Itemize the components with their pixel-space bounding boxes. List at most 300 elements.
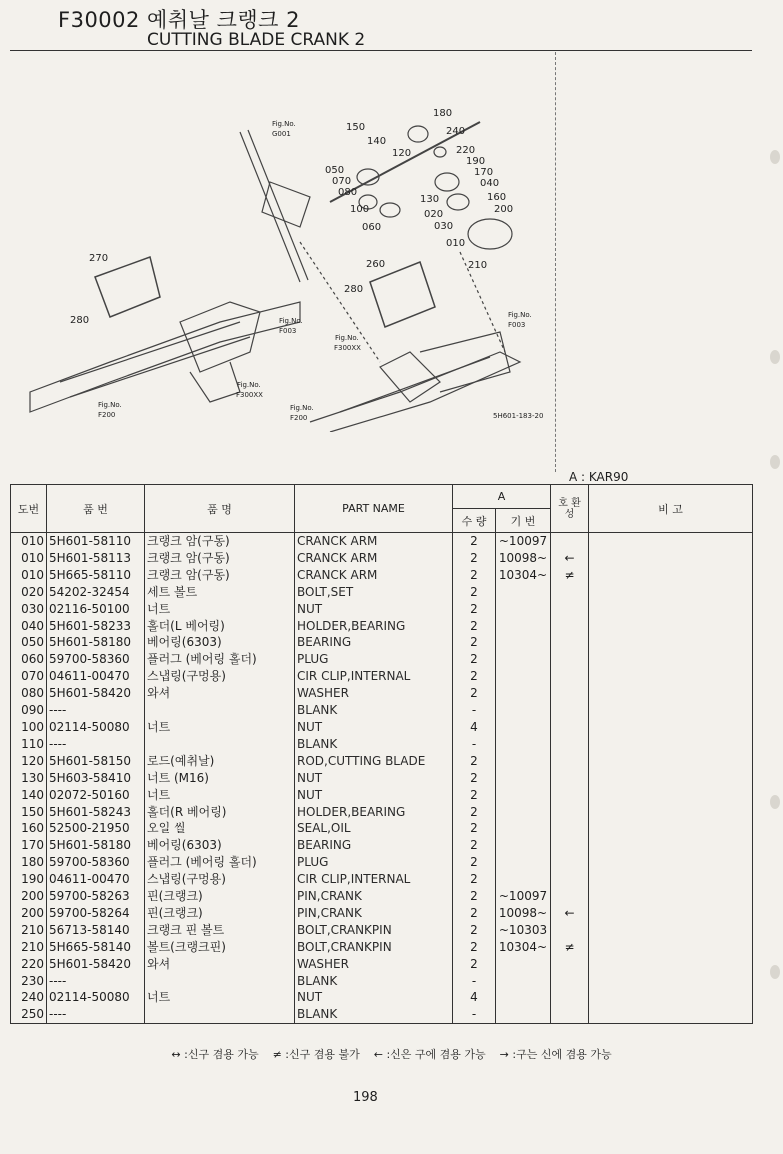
page-title-english: CUTTING BLADE CRANK 2	[147, 30, 366, 50]
cell-part: 5H601-58150	[47, 753, 145, 770]
table-row	[11, 787, 753, 804]
exploded-parts-diagram	[0, 52, 560, 432]
cell-part: 5H601-58113	[47, 550, 145, 567]
cell-remarks	[589, 973, 753, 990]
cell-part: 02116-50100	[47, 601, 145, 618]
cell-en: BEARING	[295, 837, 453, 854]
table-row	[11, 601, 753, 618]
cell-part: 04611-00470	[47, 871, 145, 888]
cell-compat	[551, 888, 589, 905]
cell-remarks	[589, 533, 753, 550]
cell-qty: 2	[453, 770, 496, 787]
fig-ref-code: F300XX	[334, 344, 361, 352]
callout: 240	[446, 126, 466, 137]
cell-no: 040	[11, 618, 47, 635]
cell-en: BOLT,CRANKPIN	[295, 922, 453, 939]
callout: 260	[366, 259, 386, 270]
table-row	[11, 584, 753, 601]
cell-no: 060	[11, 651, 47, 668]
cell-kr: 스냅링(구멍용)	[145, 668, 295, 685]
cell-compat	[551, 685, 589, 702]
fig-ref-label: Fig.No.	[290, 404, 314, 412]
fig-ref-label: Fig.No.	[272, 120, 296, 128]
cell-qty: 2	[453, 533, 496, 550]
cell-kr	[145, 736, 295, 753]
cell-remarks	[589, 702, 753, 719]
cell-part: 59700-58360	[47, 854, 145, 871]
cell-serial: ~10303	[496, 922, 551, 939]
compatibility-legend	[0, 1046, 783, 1062]
cell-en: HOLDER,BEARING	[295, 618, 453, 635]
header-name-en: PART NAME	[295, 485, 453, 533]
cell-compat: ≠	[551, 939, 589, 956]
cell-serial	[496, 820, 551, 837]
callout: 030	[434, 221, 454, 232]
table-row	[11, 753, 753, 770]
cell-kr: 크랭크 핀 볼트	[145, 922, 295, 939]
cell-remarks	[589, 888, 753, 905]
cell-remarks	[589, 584, 753, 601]
table-row	[11, 804, 753, 821]
fig-ref-label: Fig.No.	[335, 334, 359, 342]
cell-serial	[496, 651, 551, 668]
cell-no: 200	[11, 905, 47, 922]
callout: 130	[420, 194, 440, 205]
cell-en: PIN,CRANK	[295, 905, 453, 922]
cell-part: 5H665-58140	[47, 939, 145, 956]
header-part-no: 품 번	[47, 485, 145, 533]
cell-remarks	[589, 651, 753, 668]
cell-serial	[496, 837, 551, 854]
cell-qty: 2	[453, 550, 496, 567]
cell-compat	[551, 820, 589, 837]
cell-remarks	[589, 787, 753, 804]
binding-hole	[770, 350, 780, 364]
header-no: 도번	[11, 485, 47, 533]
cell-serial	[496, 601, 551, 618]
cell-en: CRANCK ARM	[295, 533, 453, 550]
variant-label: A : KAR90	[569, 470, 629, 484]
page-number: 198	[353, 1090, 378, 1105]
cell-compat	[551, 804, 589, 821]
cell-part: 5H601-58110	[47, 533, 145, 550]
cell-serial: 10098~	[496, 905, 551, 922]
cell-compat	[551, 871, 589, 888]
cell-kr: 너트	[145, 787, 295, 804]
cell-qty: 2	[453, 922, 496, 939]
cell-no: 010	[11, 550, 47, 567]
cell-remarks	[589, 956, 753, 973]
cell-serial	[496, 685, 551, 702]
cell-part: 5H601-58233	[47, 618, 145, 635]
callout: 010	[446, 238, 466, 249]
callout: 270	[89, 253, 109, 264]
table-row	[11, 736, 753, 753]
cell-part: 59700-58263	[47, 888, 145, 905]
cell-qty: 2	[453, 871, 496, 888]
cell-serial	[496, 618, 551, 635]
cell-kr: 베어링(6303)	[145, 837, 295, 854]
table-row	[11, 989, 753, 1006]
cell-remarks	[589, 550, 753, 567]
cell-serial	[496, 973, 551, 990]
cell-kr	[145, 1006, 295, 1023]
cell-compat	[551, 634, 589, 651]
cell-part: 56713-58140	[47, 922, 145, 939]
cell-serial	[496, 956, 551, 973]
cell-qty: 2	[453, 584, 496, 601]
cell-part: 54202-32454	[47, 584, 145, 601]
cell-kr: 크랭크 암(구동)	[145, 567, 295, 584]
cell-compat	[551, 618, 589, 635]
cell-en: CRANCK ARM	[295, 550, 453, 567]
cell-remarks	[589, 736, 753, 753]
cell-remarks	[589, 939, 753, 956]
header-qty: 수 량	[453, 509, 496, 533]
cell-kr: 너트 (M16)	[145, 770, 295, 787]
cell-kr: 너트	[145, 601, 295, 618]
cell-remarks	[589, 753, 753, 770]
cell-compat	[551, 736, 589, 753]
cell-qty: 2	[453, 634, 496, 651]
legend-item: ← :신은 구에 겸용 가능	[373, 1048, 486, 1061]
cell-compat	[551, 702, 589, 719]
cell-no: 240	[11, 989, 47, 1006]
table-row	[11, 634, 753, 651]
cell-no: 130	[11, 770, 47, 787]
cell-remarks	[589, 601, 753, 618]
cell-qty: 2	[453, 905, 496, 922]
cell-part: 5H601-58420	[47, 685, 145, 702]
cell-compat	[551, 533, 589, 550]
cell-part: 5H601-58180	[47, 837, 145, 854]
cell-en: BLANK	[295, 1006, 453, 1023]
cell-no: 120	[11, 753, 47, 770]
table-row	[11, 888, 753, 905]
cell-qty: 2	[453, 753, 496, 770]
cell-en: WASHER	[295, 685, 453, 702]
callout: 200	[494, 204, 514, 215]
cell-en: CRANCK ARM	[295, 567, 453, 584]
cell-en: PIN,CRANK	[295, 888, 453, 905]
binding-hole	[770, 965, 780, 979]
cell-part: ----	[47, 702, 145, 719]
callout: 180	[433, 108, 453, 119]
cell-compat	[551, 753, 589, 770]
cell-serial	[496, 787, 551, 804]
cell-en: NUT	[295, 770, 453, 787]
cell-qty: 2	[453, 601, 496, 618]
callout: 020	[424, 209, 444, 220]
cell-no: 150	[11, 804, 47, 821]
cell-no: 020	[11, 584, 47, 601]
table-row	[11, 702, 753, 719]
header-group: A	[453, 485, 551, 509]
cell-qty: 2	[453, 939, 496, 956]
cell-no: 090	[11, 702, 47, 719]
cell-part: 5H601-58180	[47, 634, 145, 651]
cell-en: NUT	[295, 989, 453, 1006]
legend-item: ↔ :신구 겸용 가능	[171, 1048, 259, 1061]
cell-compat	[551, 973, 589, 990]
table-row	[11, 956, 753, 973]
cell-part: 02114-50080	[47, 719, 145, 736]
cell-part: 59700-58360	[47, 651, 145, 668]
cell-en: HOLDER,BEARING	[295, 804, 453, 821]
cell-qty: 2	[453, 618, 496, 635]
fig-ref-label: Fig.No.	[279, 317, 303, 325]
cell-en: SEAL,OIL	[295, 820, 453, 837]
cell-en: BEARING	[295, 634, 453, 651]
cell-serial: 10098~	[496, 550, 551, 567]
cell-remarks	[589, 719, 753, 736]
cell-qty: 2	[453, 685, 496, 702]
table-row	[11, 668, 753, 685]
cell-qty: 2	[453, 668, 496, 685]
callout: 220	[456, 145, 476, 156]
table-row	[11, 719, 753, 736]
cell-en: CIR CLIP,INTERNAL	[295, 668, 453, 685]
cell-qty: 2	[453, 956, 496, 973]
cell-serial	[496, 1006, 551, 1023]
cell-compat	[551, 837, 589, 854]
cell-remarks	[589, 1006, 753, 1023]
cell-remarks	[589, 989, 753, 1006]
fig-ref-code: G001	[272, 130, 291, 138]
cell-kr: 홀더(L 베어링)	[145, 618, 295, 635]
cell-compat	[551, 787, 589, 804]
cell-remarks	[589, 618, 753, 635]
cell-no: 170	[11, 837, 47, 854]
fig-ref-label: Fig.No.	[508, 311, 532, 319]
cell-kr: 핀(크랭크)	[145, 905, 295, 922]
cell-qty: 2	[453, 651, 496, 668]
cell-en: ROD,CUTTING BLADE	[295, 753, 453, 770]
cell-remarks	[589, 820, 753, 837]
cell-compat	[551, 584, 589, 601]
cell-serial	[496, 871, 551, 888]
cell-part: 02114-50080	[47, 989, 145, 1006]
cell-en: WASHER	[295, 956, 453, 973]
binding-hole	[770, 795, 780, 809]
cell-no: 220	[11, 956, 47, 973]
cell-serial: 10304~	[496, 939, 551, 956]
cell-kr: 베어링(6303)	[145, 634, 295, 651]
table-row	[11, 837, 753, 854]
cell-qty: -	[453, 702, 496, 719]
cell-kr: 너트	[145, 989, 295, 1006]
cell-part: ----	[47, 973, 145, 990]
cell-compat: ←	[551, 905, 589, 922]
cell-compat: ≠	[551, 567, 589, 584]
callout: 280	[70, 315, 90, 326]
table-row	[11, 1006, 753, 1023]
callout: 210	[468, 260, 488, 271]
cell-en: NUT	[295, 787, 453, 804]
cell-part: 5H601-58243	[47, 804, 145, 821]
cell-kr: 핀(크랭크)	[145, 888, 295, 905]
cell-compat: ←	[551, 550, 589, 567]
cell-no: 010	[11, 567, 47, 584]
table-row	[11, 685, 753, 702]
table-row	[11, 770, 753, 787]
table-row	[11, 922, 753, 939]
fig-ref-code: F003	[279, 327, 297, 335]
fig-ref-code: F003	[508, 321, 526, 329]
header-name-kr: 품 명	[145, 485, 295, 533]
header-remarks: 비 고	[589, 485, 753, 533]
table-row	[11, 905, 753, 922]
callout: 150	[346, 122, 366, 133]
legend-item: ≠ :신구 겸용 불가	[272, 1048, 360, 1061]
cell-remarks	[589, 854, 753, 871]
callout: 100	[350, 204, 370, 215]
cell-serial	[496, 854, 551, 871]
cell-serial	[496, 804, 551, 821]
cell-compat	[551, 770, 589, 787]
cell-serial: 10304~	[496, 567, 551, 584]
fig-ref-code: F200	[290, 414, 308, 422]
cell-part: 5H603-58410	[47, 770, 145, 787]
cell-remarks	[589, 905, 753, 922]
cell-serial: ~10097	[496, 533, 551, 550]
callout: 140	[367, 136, 387, 147]
callout: 120	[392, 148, 412, 159]
callout: 160	[487, 192, 507, 203]
cell-serial	[496, 634, 551, 651]
cell-serial	[496, 770, 551, 787]
cell-no: 200	[11, 888, 47, 905]
table-row	[11, 618, 753, 635]
cell-kr	[145, 702, 295, 719]
cell-remarks	[589, 871, 753, 888]
cell-part: 02072-50160	[47, 787, 145, 804]
cell-kr	[145, 973, 295, 990]
cell-remarks	[589, 634, 753, 651]
cell-kr: 너트	[145, 719, 295, 736]
cell-qty: 4	[453, 989, 496, 1006]
cell-part: ----	[47, 1006, 145, 1023]
cell-serial	[496, 668, 551, 685]
cell-en: BLANK	[295, 702, 453, 719]
cell-compat	[551, 989, 589, 1006]
callout: 280	[344, 284, 364, 295]
cell-no: 070	[11, 668, 47, 685]
cell-en: CIR CLIP,INTERNAL	[295, 871, 453, 888]
cell-no: 160	[11, 820, 47, 837]
cell-no: 230	[11, 973, 47, 990]
callout: 170	[474, 167, 494, 178]
cell-qty: -	[453, 736, 496, 753]
figure-code: 5H601-183-20	[493, 412, 544, 420]
cell-no: 180	[11, 854, 47, 871]
cell-compat	[551, 1006, 589, 1023]
cell-compat	[551, 668, 589, 685]
cell-no: 080	[11, 685, 47, 702]
table-row	[11, 939, 753, 956]
cell-no: 210	[11, 922, 47, 939]
cell-qty: 2	[453, 567, 496, 584]
cell-no: 140	[11, 787, 47, 804]
cell-remarks	[589, 567, 753, 584]
cell-part: 5H601-58420	[47, 956, 145, 973]
callout: 070	[332, 176, 352, 187]
table-row	[11, 820, 753, 837]
cell-compat	[551, 956, 589, 973]
cell-kr: 홀더(R 베어링)	[145, 804, 295, 821]
cell-no: 010	[11, 533, 47, 550]
cell-no: 190	[11, 871, 47, 888]
page-title-code: F30002 예취날 크랭크 2	[58, 8, 300, 32]
fig-ref-code: F200	[98, 411, 116, 419]
table-row	[11, 871, 753, 888]
cell-kr: 볼트(크랭크핀)	[145, 939, 295, 956]
cell-no: 210	[11, 939, 47, 956]
cell-compat	[551, 854, 589, 871]
cell-compat	[551, 601, 589, 618]
fig-ref-code: F300XX	[236, 391, 263, 399]
cell-en: BOLT,SET	[295, 584, 453, 601]
table-row	[11, 550, 753, 567]
binding-hole	[770, 150, 780, 164]
cell-serial	[496, 736, 551, 753]
cell-part: ----	[47, 736, 145, 753]
callout: 060	[362, 222, 382, 233]
cell-kr: 와셔	[145, 685, 295, 702]
cell-no: 100	[11, 719, 47, 736]
cell-no: 050	[11, 634, 47, 651]
cell-serial	[496, 719, 551, 736]
cell-kr: 세트 볼트	[145, 584, 295, 601]
cell-qty: 2	[453, 837, 496, 854]
callout: 040	[480, 178, 500, 189]
cell-remarks	[589, 804, 753, 821]
table-row	[11, 973, 753, 990]
cell-serial	[496, 702, 551, 719]
cell-serial	[496, 584, 551, 601]
table-row	[11, 567, 753, 584]
cell-qty: 2	[453, 804, 496, 821]
callout: 190	[466, 156, 486, 167]
header-serial: 기 번	[496, 509, 551, 533]
callout: 050	[325, 165, 345, 176]
cell-qty: -	[453, 973, 496, 990]
fig-ref-label: Fig.No.	[237, 381, 261, 389]
cell-en: BLANK	[295, 736, 453, 753]
header-compat: 호 환 성	[551, 485, 589, 533]
fig-ref-label: Fig.No.	[98, 401, 122, 409]
cell-kr: 크랭크 암(구동)	[145, 533, 295, 550]
cell-kr: 플러그 (베어링 홀더)	[145, 651, 295, 668]
cell-qty: 2	[453, 854, 496, 871]
cell-part: 52500-21950	[47, 820, 145, 837]
parts-table	[10, 484, 753, 1024]
cell-kr: 로드(예취날)	[145, 753, 295, 770]
cell-en: BLANK	[295, 973, 453, 990]
cell-no: 250	[11, 1006, 47, 1023]
cell-qty: 4	[453, 719, 496, 736]
cell-remarks	[589, 770, 753, 787]
cell-kr: 오일 씰	[145, 820, 295, 837]
cell-qty: 2	[453, 888, 496, 905]
cell-remarks	[589, 685, 753, 702]
cell-en: NUT	[295, 601, 453, 618]
cell-serial	[496, 753, 551, 770]
cell-compat	[551, 922, 589, 939]
cell-qty: -	[453, 1006, 496, 1023]
table-row	[11, 854, 753, 871]
cell-en: PLUG	[295, 854, 453, 871]
